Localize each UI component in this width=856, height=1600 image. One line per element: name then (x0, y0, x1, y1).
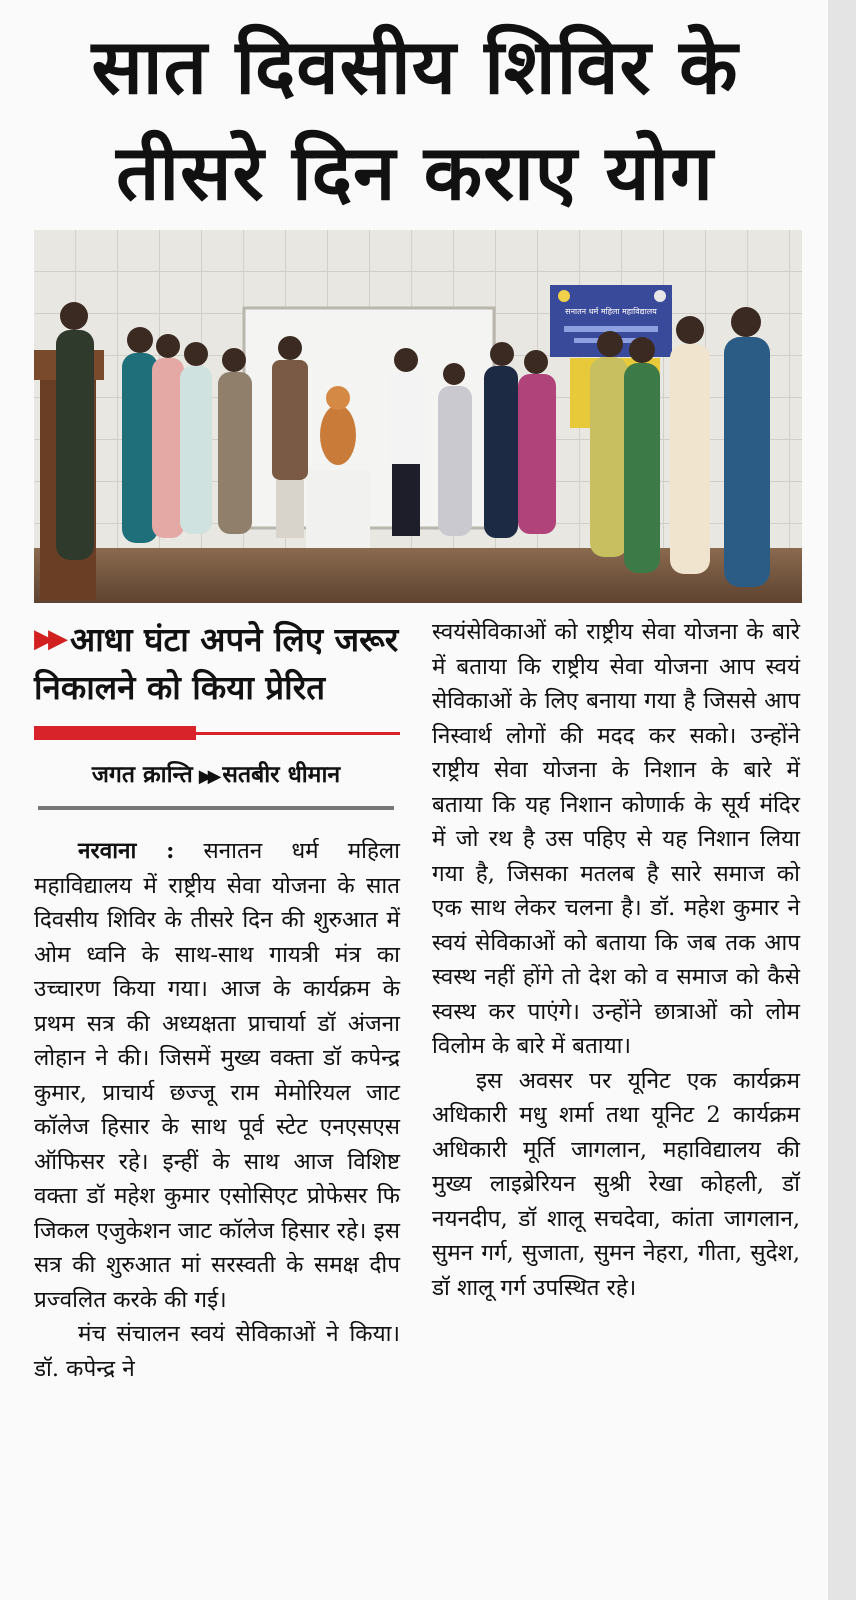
page-edge (828, 0, 856, 1600)
article-paragraph-text: सनातन धर्म महिला महाविद्यालय में राष्ट्रीय सेवा योजना के सात दिवसीय शिविर के तीसरे दिन की शुरुआत में ओम ध्वनि के साथ-साथ गायत्री मंत्र का उच्चारण किया गया। आज के कार्यक्रम के प्रथम सत्र की अध्यक्षता प्राचार्या डॉ अंजना लोहान ने की। जिसमें मुख्य वक्ता डॉ कपेन्द्र कुमार, प्राचार्य छज्जू राम मेमोरियल जाट कॉलेज हिसार के साथ पूर्व स्टेट एनएसएस ऑफिसर रहे। इन्हीं के साथ आज विशिष्ट वक्ता डॉ महेश कुमार एसोसिएट प्रोफेसर फि जिकल एजुकेशन जाट कॉलेज हिसार रहे। इस सत्र की शुरुआत मां सरस्वती के समक्ष दीप प्रज्वलित करके की गई। (34, 838, 401, 1313)
red-divider (34, 724, 400, 738)
college-banner-text: सनातन धर्म महिला महाविद्यालय (565, 307, 657, 316)
article-paragraph: मंच संचालन स्वयं सेविकाओं ने किया। डॉ. कपेन्द्र ने (34, 1321, 400, 1382)
left-column (34, 615, 400, 1386)
right-column (432, 615, 800, 1305)
byline-arrow-icon: ▶▶ (198, 766, 217, 787)
article-paragraph (34, 834, 400, 1317)
subheadline (34, 615, 400, 712)
byline (38, 758, 394, 810)
headline-line-1: सात दिवसीय शिविर के (91, 22, 739, 111)
byline-publication: जगत क्रान्ति (91, 762, 193, 788)
article-paragraph: इस अवसर पर यूनिट एक कार्यक्रम अधिकारी मधु शर्मा तथा यूनिट 2 कार्यक्रम अधिकारी मूर्ति जागलान, महाविद्यालय की मुख्य लाइब्रेरियन सुश्री रेखा कोहली, डॉ नयनदीप, डॉ शालू सचदेवा, कांता जागलान, सुमन गर्ग, सुजाता, सुमन नेहरा, गीता, सुदेश, डॉ शालू गर्ग उपस्थित रहे। (432, 1067, 800, 1301)
headline-line-2: तीसरे दिन कराए योग (116, 128, 714, 217)
double-arrow-right-icon: ▶▶ (34, 624, 62, 654)
event-photo (34, 230, 802, 603)
subheadline-text: आधा घंटा अपने लिए जरूर निकालने को किया प्रेरित (34, 620, 399, 707)
article-body-left (34, 834, 400, 1386)
event-photo-illustration (34, 230, 802, 603)
article-paragraph: स्वयंसेविकाओं को राष्ट्रीय सेवा योजना के बारे में बताया कि राष्ट्रीय सेवा योजना आप स्वयं सेविकाओं के लिए बनाया गया है जिससे आप निस्वार्थ लोगों की मदद कर सको। उन्होंने राष्ट्रीय सेवा योजना के निशान के बारे में बताया कि यह निशान कोणार्क के सूर्य मंदिर में जो रथ है उस पहिए से यह निशान लिया गया है, जिसका मतलब है सारे समाज को एक साथ लेकर चलना है। डॉ. महेश कुमार ने स्वयं सेविकाओं को बताया कि जब तक आप स्वस्थ नहीं होंगे तो देश को व समाज को कैसे स्वस्थ कर पाएंगे। उन्होंने छात्राओं को लोम विलोम के बारे में बताया। (432, 619, 800, 1059)
headline (20, 14, 810, 226)
article-body-right (432, 615, 800, 1305)
article-dateline: नरवाना : (78, 838, 175, 864)
byline-reporter: सतबीर धीमान (222, 762, 341, 788)
